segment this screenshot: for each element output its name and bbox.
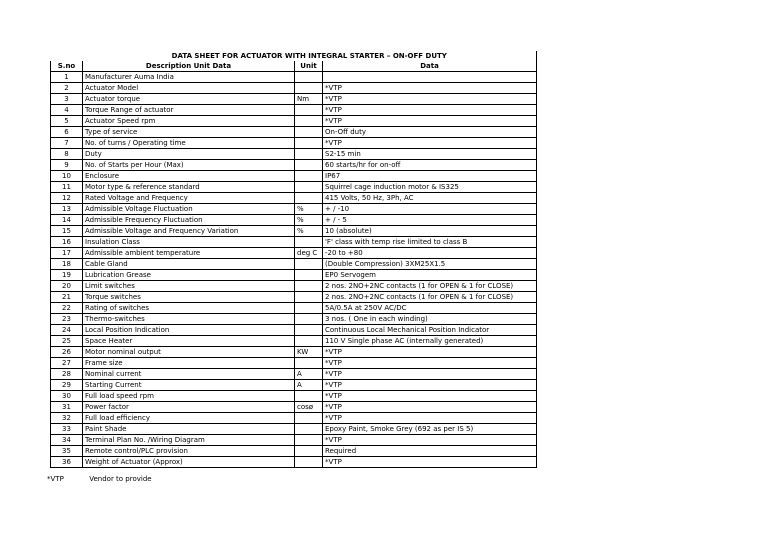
cell-unit bbox=[295, 127, 323, 138]
cell-data: IP67 bbox=[323, 171, 537, 182]
cell-sno: 18 bbox=[51, 259, 83, 270]
cell-sno: 20 bbox=[51, 281, 83, 292]
cell-unit: Nm bbox=[295, 94, 323, 105]
cell-description: Full load speed rpm bbox=[83, 391, 295, 402]
cell-data: Required bbox=[323, 446, 537, 457]
cell-unit bbox=[295, 314, 323, 325]
cell-description: Lubrication Grease bbox=[83, 270, 295, 281]
cell-sno: 1 bbox=[51, 72, 83, 83]
cell-data: Epoxy Paint, Smoke Grey (692 as per IS 5) bbox=[323, 424, 537, 435]
cell-sno: 2 bbox=[51, 83, 83, 94]
table-row bbox=[51, 116, 537, 127]
cell-unit bbox=[295, 72, 323, 83]
cell-data: 5A/0.5A at 250V AC/DC bbox=[323, 303, 537, 314]
cell-unit: % bbox=[295, 215, 323, 226]
table-row bbox=[51, 127, 537, 138]
cell-sno: 21 bbox=[51, 292, 83, 303]
table-row bbox=[51, 160, 537, 171]
cell-description: No. of Starts per Hour (Max) bbox=[83, 160, 295, 171]
cell-data: *VTP bbox=[323, 94, 537, 105]
cell-data: *VTP bbox=[323, 83, 537, 94]
cell-data: EP0 Servogem bbox=[323, 270, 537, 281]
cell-data: *VTP bbox=[323, 116, 537, 127]
cell-unit bbox=[295, 303, 323, 314]
data-sheet-table bbox=[50, 51, 537, 468]
cell-data: Squirrel cage induction motor & IS325 bbox=[323, 182, 537, 193]
cell-description: Admissible ambient temperature bbox=[83, 248, 295, 259]
cell-sno: 14 bbox=[51, 215, 83, 226]
cell-sno: 26 bbox=[51, 347, 83, 358]
table-row bbox=[51, 380, 537, 391]
table-row bbox=[51, 182, 537, 193]
table-row bbox=[51, 226, 537, 237]
table-row bbox=[51, 281, 537, 292]
table-row bbox=[51, 446, 537, 457]
cell-unit: % bbox=[295, 204, 323, 215]
table-row bbox=[51, 391, 537, 402]
cell-data: *VTP bbox=[323, 347, 537, 358]
cell-data: 3 nos. ( One in each winding) bbox=[323, 314, 537, 325]
cell-data: S2-15 min bbox=[323, 149, 537, 160]
cell-sno: 24 bbox=[51, 325, 83, 336]
cell-description: Manufacturer Auma India bbox=[83, 72, 295, 83]
table-row bbox=[51, 138, 537, 149]
cell-data: On-Off duty bbox=[323, 127, 537, 138]
header-sno: S.no bbox=[51, 61, 83, 72]
table-body bbox=[51, 72, 537, 468]
cell-description: Full load efficiency bbox=[83, 413, 295, 424]
cell-sno: 33 bbox=[51, 424, 83, 435]
cell-data: 2 nos. 2NO+2NC contacts (1 for OPEN & 1 for CLOSE) bbox=[323, 292, 537, 303]
cell-unit bbox=[295, 391, 323, 402]
table-row bbox=[51, 358, 537, 369]
cell-data: *VTP bbox=[323, 413, 537, 424]
cell-sno: 32 bbox=[51, 413, 83, 424]
table-row bbox=[51, 237, 537, 248]
table-row bbox=[51, 270, 537, 281]
cell-unit bbox=[295, 281, 323, 292]
cell-unit: A bbox=[295, 369, 323, 380]
cell-description: Actuator Speed rpm bbox=[83, 116, 295, 127]
table-row bbox=[51, 402, 537, 413]
table-row bbox=[51, 204, 537, 215]
table-row bbox=[51, 457, 537, 468]
cell-description: Paint Shade bbox=[83, 424, 295, 435]
cell-sno: 12 bbox=[51, 193, 83, 204]
cell-unit: cosø bbox=[295, 402, 323, 413]
cell-description: Torque Range of actuator bbox=[83, 105, 295, 116]
footnote bbox=[47, 475, 152, 483]
cell-unit bbox=[295, 193, 323, 204]
cell-unit: % bbox=[295, 226, 323, 237]
cell-sno: 6 bbox=[51, 127, 83, 138]
table-row bbox=[51, 94, 537, 105]
cell-data: *VTP bbox=[323, 369, 537, 380]
cell-description: Terminal Plan No. /Wiring Diagram bbox=[83, 435, 295, 446]
cell-unit bbox=[295, 292, 323, 303]
cell-description: Limit switches bbox=[83, 281, 295, 292]
cell-sno: 27 bbox=[51, 358, 83, 369]
cell-description: Local Position Indication bbox=[83, 325, 295, 336]
cell-description: Remote control/PLC provision bbox=[83, 446, 295, 457]
table-row bbox=[51, 193, 537, 204]
cell-unit bbox=[295, 446, 323, 457]
cell-unit bbox=[295, 413, 323, 424]
table-row bbox=[51, 171, 537, 182]
cell-sno: 10 bbox=[51, 171, 83, 182]
cell-unit bbox=[295, 160, 323, 171]
cell-description: Rating of switches bbox=[83, 303, 295, 314]
cell-data: *VTP bbox=[323, 380, 537, 391]
cell-sno: 35 bbox=[51, 446, 83, 457]
table-row bbox=[51, 347, 537, 358]
cell-unit bbox=[295, 116, 323, 127]
cell-unit bbox=[295, 138, 323, 149]
cell-unit bbox=[295, 237, 323, 248]
table-row bbox=[51, 149, 537, 160]
footnote-text: Vendor to provide bbox=[89, 475, 152, 483]
header-description: Description Unit Data bbox=[83, 61, 295, 72]
cell-description: Actuator torque bbox=[83, 94, 295, 105]
cell-sno: 11 bbox=[51, 182, 83, 193]
cell-data: 2 nos. 2NO+2NC contacts (1 for OPEN & 1 for CLOSE) bbox=[323, 281, 537, 292]
table-row bbox=[51, 215, 537, 226]
cell-sno: 17 bbox=[51, 248, 83, 259]
cell-unit bbox=[295, 457, 323, 468]
cell-data: *VTP bbox=[323, 358, 537, 369]
cell-data: *VTP bbox=[323, 435, 537, 446]
cell-data: *VTP bbox=[323, 138, 537, 149]
title-row bbox=[51, 51, 537, 61]
cell-unit: KW bbox=[295, 347, 323, 358]
cell-data: Continuous Local Mechanical Position Indicator bbox=[323, 325, 537, 336]
cell-description: Motor type & reference standard bbox=[83, 182, 295, 193]
cell-description: Enclosure bbox=[83, 171, 295, 182]
cell-sno: 28 bbox=[51, 369, 83, 380]
cell-description: Rated Voltage and Frequency bbox=[83, 193, 295, 204]
cell-unit bbox=[295, 336, 323, 347]
cell-data: 60 starts/hr for on-off bbox=[323, 160, 537, 171]
cell-sno: 15 bbox=[51, 226, 83, 237]
cell-description: Duty bbox=[83, 149, 295, 160]
cell-description: Cable Gland bbox=[83, 259, 295, 270]
cell-unit: A bbox=[295, 380, 323, 391]
cell-sno: 34 bbox=[51, 435, 83, 446]
cell-description: Thermo-switches bbox=[83, 314, 295, 325]
cell-unit: deg C bbox=[295, 248, 323, 259]
table-row bbox=[51, 369, 537, 380]
header-unit: Unit bbox=[295, 61, 323, 72]
cell-description: Weight of Actuator (Approx) bbox=[83, 457, 295, 468]
cell-data: *VTP bbox=[323, 391, 537, 402]
cell-sno: 23 bbox=[51, 314, 83, 325]
cell-description: Motor nominal output bbox=[83, 347, 295, 358]
cell-unit bbox=[295, 435, 323, 446]
cell-unit bbox=[295, 182, 323, 193]
cell-data: 415 Volts, 50 Hz, 3Ph, AC bbox=[323, 193, 537, 204]
cell-unit bbox=[295, 358, 323, 369]
cell-description: Frame size bbox=[83, 358, 295, 369]
cell-description: Power factor bbox=[83, 402, 295, 413]
table-row bbox=[51, 424, 537, 435]
cell-data: -20 to +80 bbox=[323, 248, 537, 259]
cell-data: *VTP bbox=[323, 457, 537, 468]
cell-unit bbox=[295, 270, 323, 281]
cell-unit bbox=[295, 105, 323, 116]
footnote-key: *VTP bbox=[47, 475, 64, 483]
cell-sno: 5 bbox=[51, 116, 83, 127]
cell-data bbox=[323, 72, 537, 83]
cell-unit bbox=[295, 171, 323, 182]
cell-data: *VTP bbox=[323, 402, 537, 413]
cell-data: *VTP bbox=[323, 105, 537, 116]
table-row bbox=[51, 72, 537, 83]
table-row bbox=[51, 435, 537, 446]
cell-description: Torque switches bbox=[83, 292, 295, 303]
cell-sno: 9 bbox=[51, 160, 83, 171]
cell-unit bbox=[295, 259, 323, 270]
cell-sno: 8 bbox=[51, 149, 83, 160]
cell-sno: 19 bbox=[51, 270, 83, 281]
header-row bbox=[51, 61, 537, 72]
table-row bbox=[51, 314, 537, 325]
cell-unit bbox=[295, 83, 323, 94]
data-sheet bbox=[50, 51, 537, 468]
table-row bbox=[51, 259, 537, 270]
table-row bbox=[51, 325, 537, 336]
cell-data: + / - 5 bbox=[323, 215, 537, 226]
table-row bbox=[51, 292, 537, 303]
cell-sno: 16 bbox=[51, 237, 83, 248]
cell-description: No. of turns / Operating time bbox=[83, 138, 295, 149]
cell-sno: 29 bbox=[51, 380, 83, 391]
cell-sno: 22 bbox=[51, 303, 83, 314]
cell-description: Nominal current bbox=[83, 369, 295, 380]
cell-data: (Double Compression) 3XM25X1.5 bbox=[323, 259, 537, 270]
cell-data: + / -10 bbox=[323, 204, 537, 215]
table-row bbox=[51, 83, 537, 94]
cell-description: Space Heater bbox=[83, 336, 295, 347]
table-row bbox=[51, 105, 537, 116]
cell-description: Actuator Model bbox=[83, 83, 295, 94]
cell-sno: 31 bbox=[51, 402, 83, 413]
table-row bbox=[51, 413, 537, 424]
cell-description: Starting Current bbox=[83, 380, 295, 391]
table-row bbox=[51, 303, 537, 314]
cell-data: 110 V Single phase AC (internally generated) bbox=[323, 336, 537, 347]
cell-description: Admissible Frequency Fluctuation bbox=[83, 215, 295, 226]
table-row bbox=[51, 248, 537, 259]
cell-unit bbox=[295, 325, 323, 336]
cell-data: 10 (absolute) bbox=[323, 226, 537, 237]
cell-sno: 7 bbox=[51, 138, 83, 149]
cell-sno: 13 bbox=[51, 204, 83, 215]
cell-data: 'F' class with temp rise limited to class B bbox=[323, 237, 537, 248]
cell-description: Type of service bbox=[83, 127, 295, 138]
cell-description: Insulation Class bbox=[83, 237, 295, 248]
header-data: Data bbox=[323, 61, 537, 72]
cell-description: Admissible Voltage and Frequency Variation bbox=[83, 226, 295, 237]
cell-sno: 30 bbox=[51, 391, 83, 402]
cell-sno: 25 bbox=[51, 336, 83, 347]
cell-sno: 36 bbox=[51, 457, 83, 468]
cell-sno: 3 bbox=[51, 94, 83, 105]
cell-sno: 4 bbox=[51, 105, 83, 116]
cell-description: Admissible Voltage Fluctuation bbox=[83, 204, 295, 215]
sheet-title: DATA SHEET FOR ACTUATOR WITH INTEGRAL STARTER – ON-OFF DUTY bbox=[83, 51, 537, 61]
table-row bbox=[51, 336, 537, 347]
cell-unit bbox=[295, 149, 323, 160]
cell-unit bbox=[295, 424, 323, 435]
